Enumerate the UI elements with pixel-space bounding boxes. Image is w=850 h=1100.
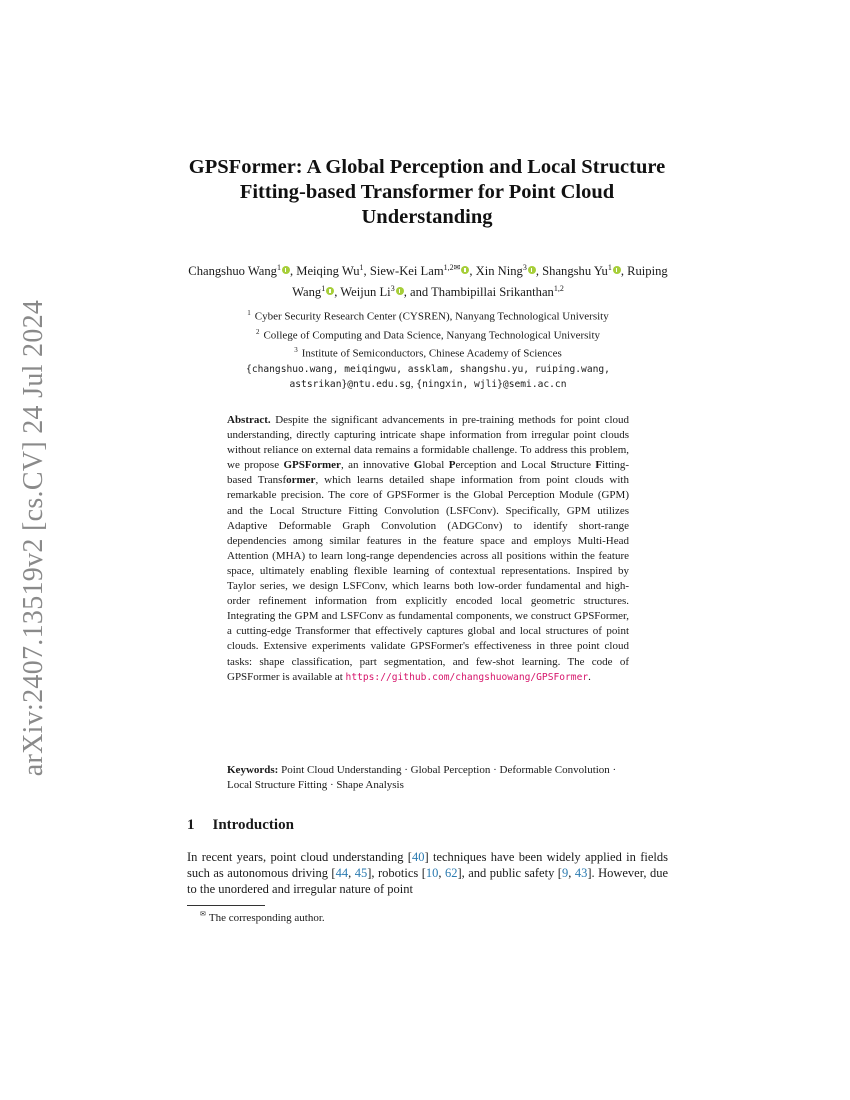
author-sup: 1 (321, 284, 326, 294)
model-name: GPSFormer (283, 459, 341, 472)
orcid-icon[interactable] (613, 266, 621, 274)
email-line: {changshuo.wang, meiqingwu, assklam, shangshu.yu, ruiping.wang, (246, 363, 610, 375)
citation-link[interactable]: 10 (425, 866, 439, 881)
author-name: Weijun Li (340, 285, 391, 300)
author-name: Xin Ning (475, 264, 523, 279)
footnote (200, 907, 325, 926)
author-name: Siew-Kei Lam (369, 264, 444, 279)
paper-title: GPSFormer: A Global Perception and Local Structure Fitting-based Transformer for Point Cloud Understanding (188, 156, 666, 228)
abstract: Abstract. Despite the significant advancements in pre-training methods for point cloud understanding, directly capturing intricate shape information from irregular point clouds without reliance on external data remains a formidable challenge. To address this problem, we propose GPSFormer, an innovative Global Perception and Local Structure Fitting-based Transformer, which learns detailed shape information from point clouds with remarkable precision. The core of GPSFormer is the Global Perception Module (GPM) and the Local Structure Fitting Convolution (LSFConv). Specifically, GPM utilizes Adaptive Deformable Graph Convolution (ADGConv) to identify short-range dependencies among similar features in the feature space and employs Multi-Head Attention (MHA) to learn long-range dependencies across all positions within the feature space, ultimately enabling flexible learning of contextual representations. Inspired by Taylor series, we design LSFConv, which learns both low-order fundamental and high-order refinement information from explicitly encoded local geometric structures. Integrating the GPM and LSFConv as fundamental components, we construct GPSFormer, a cutting-edge Transformer that effectively captures global and local structures of point clouds. Extensive experiments validate GPSFormer's effectiveness in three point cloud tasks: shape classification, part segmentation, and few-shot learning. The code of GPSFormer is available at https://github.com/changshuowang/GPSFormer. (227, 414, 629, 683)
author-sup: 1 (276, 263, 281, 272)
orcid-icon[interactable] (396, 287, 404, 295)
section-title: Introduction (212, 817, 294, 833)
citation-link[interactable]: 45 (354, 866, 368, 881)
author-sup: 1 (359, 263, 364, 272)
keywords-label: Keywords: (227, 764, 279, 776)
affiliation-line: $^1$ Cyber Security Research Center (CYSREN), Nanyang Technological University (247, 309, 609, 323)
author-sup: 3 (522, 263, 527, 272)
keywords (227, 763, 637, 793)
author-and: and (409, 285, 429, 300)
author-name: Ruiping Wang (292, 264, 668, 300)
keywords-text: Point Cloud Understanding · Global Perception · Deformable Convolution · Local Structure Fitting · Shape Analysis (227, 764, 617, 792)
footnote-text: The corresponding author. (208, 912, 325, 924)
abstract-text: Despite the significant advancements in pre-training methods for point cloud understanding, directly capturing intricate shape information from irregular point clouds without reliance on external data remains a formidable challenge. To address this problem, we propose (227, 414, 629, 472)
author-sup: 3 (390, 284, 395, 294)
affiliations (187, 306, 669, 392)
affiliation-line: $^2$ College of Computing and Data Science, Nanyang Technological University (255, 327, 601, 342)
section-heading (187, 817, 294, 834)
orcid-icon[interactable] (461, 266, 469, 274)
author-name: Shangshu Yu (542, 264, 608, 279)
citation-link[interactable]: 44 (335, 866, 349, 881)
author-sup: 1,2 (443, 263, 454, 272)
arxiv-stamp-text: arXiv:2407.13519v2 [cs.CV] 24 Jul 2024 (18, 299, 49, 777)
orcid-icon[interactable] (282, 266, 290, 274)
author-name: Thambipillai Srikanthan (431, 285, 554, 300)
author-list: Changshuo Wang$^1$ , Meiqing Wu$^1$, Siew-Kei Lam$^{1,2✉}$ , Xin Ning$^3$ , Shangshu Yu$^1$ , Ruiping Wang$^1$ , Weijun Li$^3$ , and Thambipillai Srikanthan$^{1,2}$ (188, 263, 668, 300)
citation-link[interactable]: 43 (574, 866, 588, 881)
code-link[interactable]: https://github.com/changshuowang/GPSFormer (345, 671, 589, 683)
orcid-icon[interactable] (528, 266, 536, 274)
section-number: 1 (187, 817, 195, 833)
citation-link[interactable]: 9 (561, 866, 569, 881)
mail-icon: ✉ (453, 263, 461, 273)
arxiv-side-stamp (10, 300, 58, 776)
intro-paragraph: In recent years, point cloud understanding [40] techniques have been widely applied in fields such as autonomous driving [44, 45], robotics [10, 62], and public safety [9, 43]. However, due to the unordered and irregular nature of point (187, 850, 669, 897)
author-sup: 1,2 (553, 284, 564, 294)
mail-icon: ✉ (200, 910, 206, 918)
abstract-label: Abstract. (227, 414, 271, 426)
citation-link[interactable]: 62 (444, 866, 458, 881)
author-name: Changshuo Wang (188, 264, 277, 279)
email-line: astsrikan}@ntu.edu.sg, {ningxin, wjli}@semi.ac.cn (289, 377, 567, 390)
author-sup: 1 (607, 263, 612, 272)
affiliation-line: $^3$ Institute of Semiconductors, Chinese Academy of Sciences (294, 346, 562, 360)
footnote-rule (187, 905, 265, 906)
citation-link[interactable]: 40 (411, 850, 425, 864)
orcid-icon[interactable] (326, 287, 334, 295)
author-name: Meiqing Wu (296, 264, 360, 279)
